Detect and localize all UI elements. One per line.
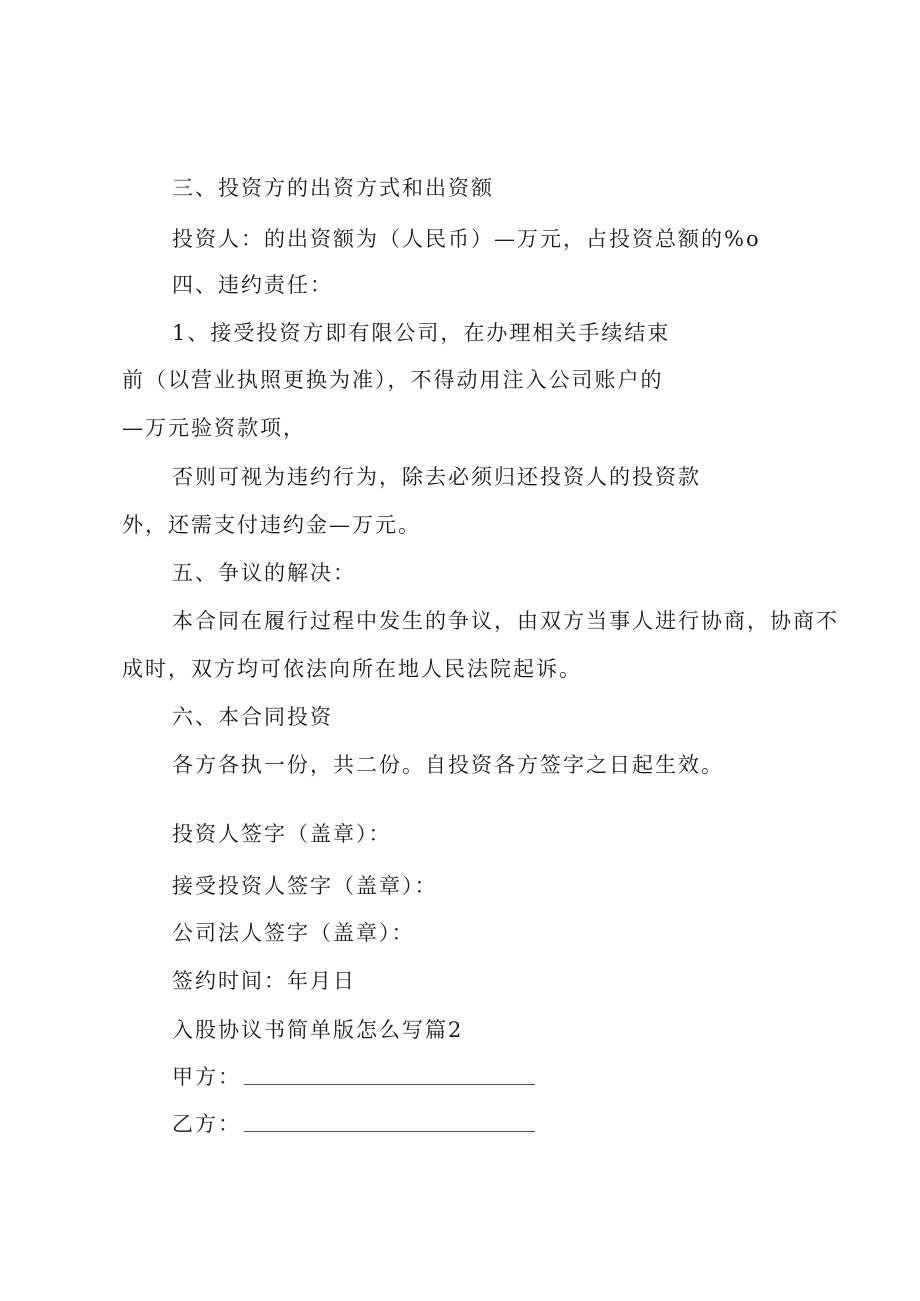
section-5-line-2: 成时，双方均可依法向所在地人民法院起诉。 (122, 657, 582, 681)
clause-1-line-4: 否则可视为违约行为，除去必须归还投资人的投资款 (172, 465, 701, 489)
investor-signature-line: 投资人签字（盖章）： (172, 822, 392, 846)
party-b-blank-line (244, 1131, 535, 1132)
section-3-heading: 三、投资方的出资方式和出资额 (172, 176, 494, 200)
party-a-label: 甲方： (172, 1065, 241, 1089)
clause-1-line-2: 前（以营业执照更换为准），不得动用注入公司账户的 (122, 368, 664, 392)
clause-1-line-3: —万元验资款项， (122, 416, 306, 440)
section-4-heading: 四、违约责任： (172, 273, 333, 297)
section-6-heading: 六、本合同投资 (172, 705, 333, 729)
party-b-label: 乙方： (172, 1112, 241, 1136)
section-3-body: 投资人：的出资额为（人民币）—万元，占投资总额的%o (172, 227, 761, 251)
next-section-title: 入股协议书简单版怎么写篇2 (172, 1018, 464, 1042)
section-5-line-1: 本合同在履行过程中发生的争议，由双方当事人进行协商，协商不 (172, 609, 839, 633)
signing-date-line: 签约时间：年月日 (172, 969, 356, 993)
section-5-heading: 五、争议的解决： (172, 561, 356, 585)
section-6-body: 各方各执一份，共二份。自投资各方签字之日起生效。 (172, 753, 724, 777)
clause-1-line-1: 1、接受投资方即有限公司，在办理相关手续结束 (172, 321, 671, 345)
legal-rep-signature-line: 公司法人签字（盖章）： (172, 921, 415, 945)
clause-1-line-5: 外，还需支付违约金—万元。 (122, 513, 421, 537)
party-a-blank-line (244, 1084, 535, 1085)
receiver-signature-line: 接受投资人签字（盖章）： (172, 874, 438, 898)
